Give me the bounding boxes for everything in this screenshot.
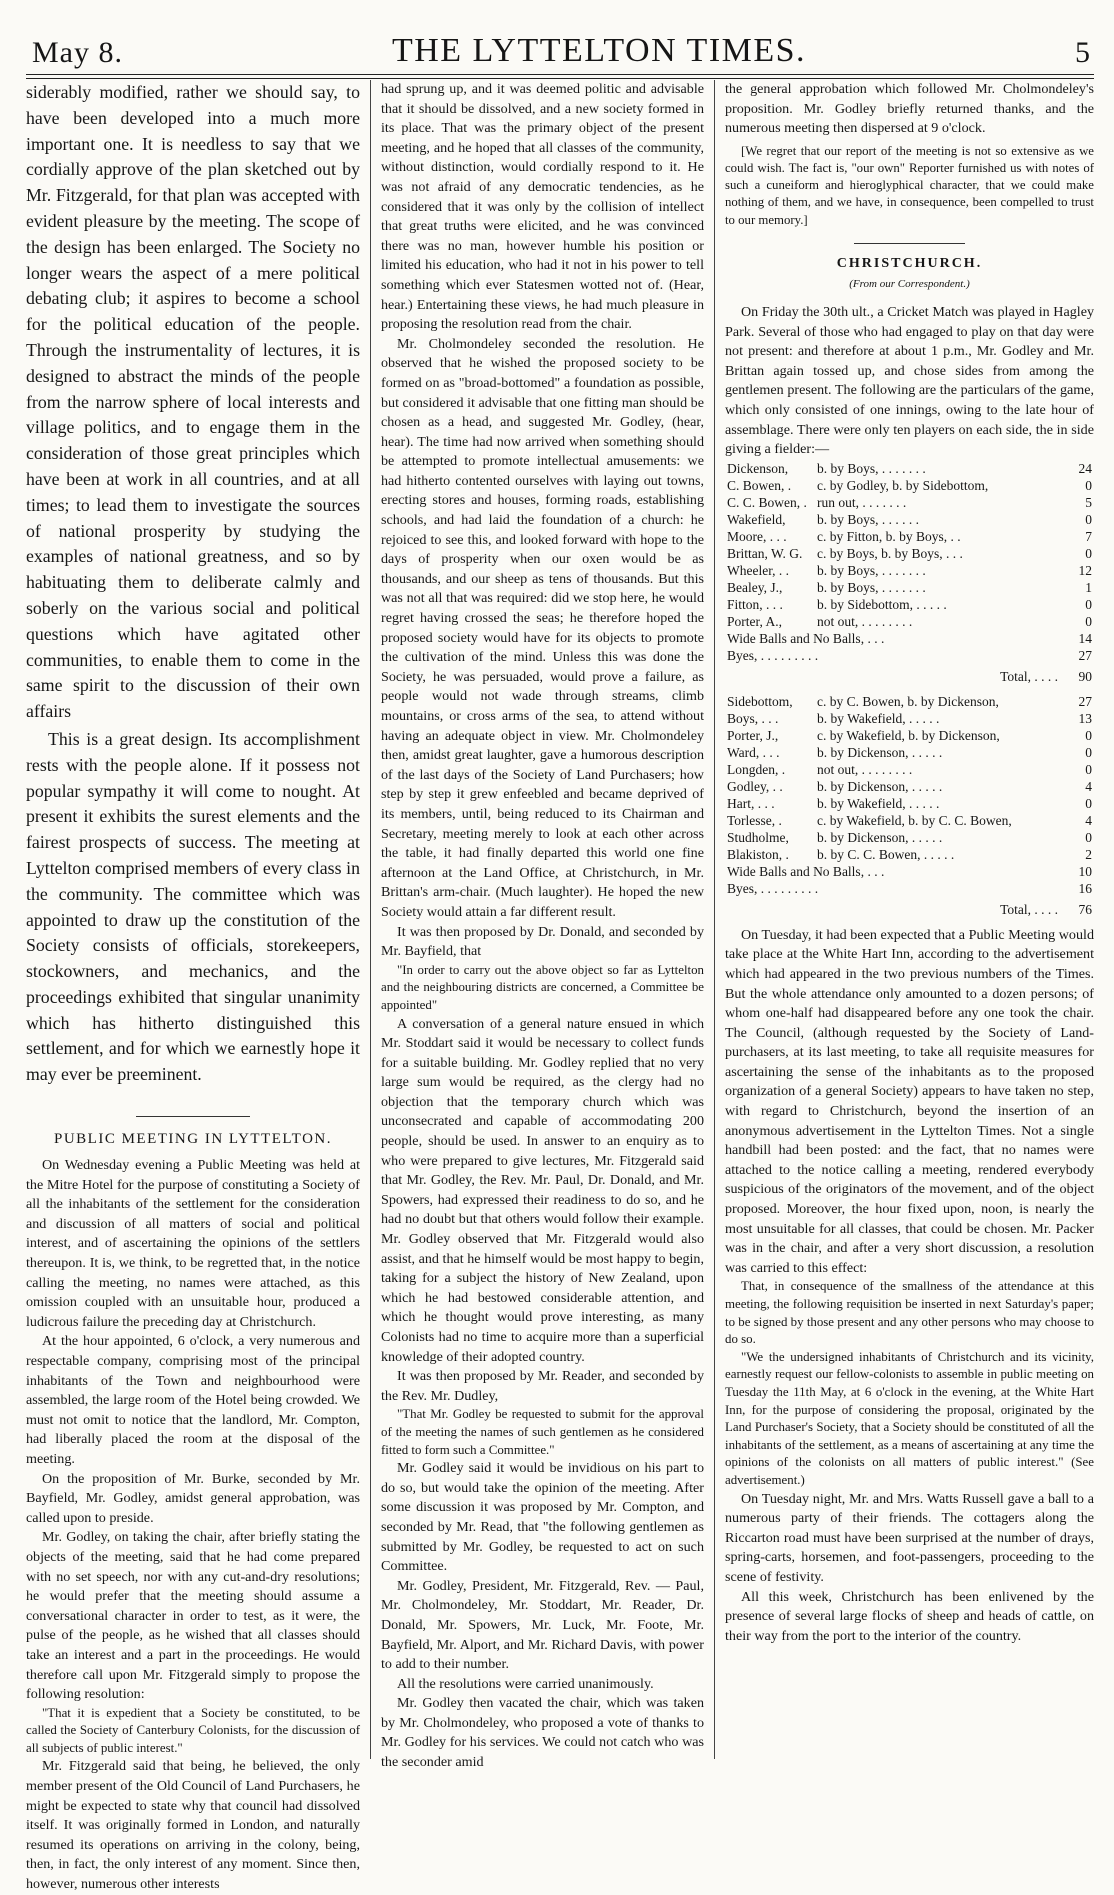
batsman-runs: 0 [1085,761,1092,777]
report-paragraph: Mr. Godley, President, Mr. Fitzgerald, Rev. — Paul, Mr. Cholmondeley, Mr. Stoddart, Mr. Reader, Dr. Donald, Mr. Spowers, Mr. Luck, Mr. Foote, Mr. Bayfield, Mr. Alport, and Mr. Richard Davis, with power to add to their number. [381,1577,704,1673]
extras-label: Wide Balls and No Balls, . . . [727,863,885,879]
batsman-runs: 7 [1085,528,1092,544]
batsman-row [725,528,1094,545]
extras-row [725,647,1094,664]
batsman-runs: 0 [1085,829,1092,845]
batsman-name: Boys, . . . [727,710,779,726]
extras-row [725,863,1094,880]
batsman-how: c. by Wakefield, b. by C. C. Bowen, [817,812,1012,828]
newspaper-title: THE LYTTELTON TIMES. [391,32,807,69]
total-row [725,664,1094,693]
extras-runs: 16 [1078,880,1092,896]
batsman-how: b. by Boys, . . . . . . . [817,460,926,476]
report-paragraph: On Tuesday night, Mr. and Mrs. Watts Russell gave a ball to a numerous party of their friends. The cottagers along the Riccarton road must have been surprised at the number of drays, spring-carts, horsemen, and foot-passengers, proceeding to the scene of festivity. [725,1490,1094,1585]
batsman-name: Bealey, J., [727,579,783,595]
extras-runs: 27 [1078,647,1092,663]
batsman-runs: 0 [1085,744,1092,760]
total-runs: 90 [1078,668,1092,684]
extras-label: Wide Balls and No Balls, . . . [727,630,885,646]
batsman-how: b. by Boys, . . . . . . [817,511,920,527]
batsman-runs: 4 [1085,778,1092,794]
batsman-name: C. Bowen, . [727,477,792,493]
batsman-name: Wheeler, . . [727,562,790,578]
report-paragraph: It was then proposed by Mr. Reader, and seconded by the Rev. Mr. Dudley, [381,1368,704,1404]
report-paragraph: Mr. Fitzgerald said that being, he believed, the only member present of the Old Council of Land Purchasers, he might be expected to state why that council had dissolved itself. It was originally formed in London, and naturally resumed its operations on arriving in the colony, being, then, in fact, the only interest of any moment. Since then, however, numerous other interests [26,1758,360,1893]
section-divider [854,243,965,244]
batsman-runs: 12 [1078,562,1092,578]
batsman-row [725,829,1094,846]
batsman-row [725,613,1094,630]
batsman-name: Longden, . [727,761,786,777]
batsman-name: Dickenson, [727,460,789,476]
report-paragraph: the general approbation which followed Mr. Cholmondeley's proposition. Mr. Godley briefly returned thanks, and the numerous meeting then dispersed at 9 o'clock. [725,81,1094,137]
batsman-name: Godley, . . [727,778,783,794]
batsman-row [725,477,1094,494]
batsman-runs: 0 [1085,613,1092,629]
batsman-runs: 24 [1078,460,1092,476]
batsman-name: Porter, A., [727,613,782,629]
batsman-runs: 1 [1085,579,1092,595]
batsman-row [725,460,1094,477]
editorial-paragraph: This is a great design. Its accomplishment rests with the people alone. If it possess not popular sympathy it will come to nought. At present it exhibits the surest elements and the fairest prospects of success. The meeting at Lyttelton comprised members of every class in the community. The committee which was appointed to draw up the constitution of the Society consists of officials, storekeepers, stockowners, and mechanics, and the proceedings exhibited that singular unanimity which has hitherto distinguished this settlement, and for which we earnestly hope it may ever be preeminent. [26,728,360,1085]
batsman-name: Wakefield, [727,511,786,527]
batsman-name: Torlesse, . [727,812,782,828]
report-paragraph: had sprung up, and it was deemed politic and advisable that it should be dissolved, and a new society formed in its place. That was the primary object of the present meeting, and he hoped that all classes of the community, without distinction, would cordially respond to it. He was not afraid of any democratic tendencies, as he considered that it was only by the collision of intellect that great truths were elicited, and he was convinced there was no man, however humble his position or limited his education, who had it not in his power to tell something which ever Statesmen wotted not of. (Hear, hear.) Entertaining these views, he had much pleasure in proposing the resolution read from the chair. [381,81,704,333]
scorecard-innings-2 [725,693,1094,926]
total-row [725,897,1094,926]
batsman-how: b. by Sidebottom, . . . . . [817,596,947,612]
batsman-row [725,545,1094,562]
batsman-how: b. by Boys, . . . . . . . [817,579,926,595]
resolution-quote: "In order to carry out the above object so far as Lyttelton and the neighbouring districts are concerned, a Committee be appointed" [381,962,704,1012]
column-1 [26,80,370,1893]
batsman-how: c. by C. Bowen, b. by Dickenson, [817,693,999,709]
batsman-row [725,494,1094,511]
batsman-name: Hart, . . . [727,795,775,811]
batsman-name: Ward, . . . [727,744,780,760]
batsman-row [725,744,1094,761]
batsman-how: b. by Boys, . . . . . . . [817,562,926,578]
header-rule [26,74,1094,75]
batsman-name: Porter, J., [727,727,779,743]
batsman-name: Moore, . . . [727,528,787,544]
batsman-how: c. by Godley, b. by Sidebottom, [817,477,989,493]
resolution-quote: "That Mr. Godley be requested to submit for the approval of the meeting the names of such gentlemen as he considered fitted to form such a Committee." [381,1407,704,1457]
editorial [26,80,360,1088]
batsman-how: b. by C. C. Bowen, . . . . . [817,846,955,862]
editorial-paragraph: siderably modified, rather we should say, to have been developed into a much more important one. It is needless to say that we cordially approve of the plan sketched out by Mr. Fitzgerald, for that plan was accepted with evident pleasure by the meeting. The scope of the design has been enlarged. The Society no longer wears the aspect of a mere political debating club; it aspires to become a school for the political education of the people. Through the instrumentality of lectures, it is designed to abstract the minds of the people from the narrow sphere of local interests and village politics, and to engage them in the consideration of those great principles which have been at work in all countries, and at all times; to lead them to investigate the sources of national prosperity by studying the examples of national greatness, and so by habituating them to deliberate calmly and soberly on the various social and political questions which have agitated other communities, to enable them to come in the same spirit to the discussion of their own affairs [26,82,360,722]
batsman-row [725,812,1094,829]
batsman-name: Blakiston, . [727,846,789,862]
report-paragraph: A conversation of a general nature ensued in which Mr. Stoddart said it would be necessary to collect funds for a suitable building. Mr. Godley replied that no very large sum would be required, as the clergy had no objection that the temporary church which was unconsecrated and capable of accommodating 200 people, should be used. In answer to an enquiry as to who were prepared to give lectures, Mr. Fitzgerald said that Mr. Godley, the Rev. Mr. Paul, Dr. Donald, and Mr. Spowers, had expressed their readiness to do so, and he had no doubt but that others would follow their example. Mr. Godley observed that Mr. Fitzgerald would also assist, and that he himself would be most happy to begin, taking for a subject the history of New Zealand, upon which he had bestowed considerable attention, and which he thought would prove interesting, as many Colonists had no time to acquire more than a superficial knowledge of their adopted country. [381,1015,704,1365]
requisition-quote: "We the undersigned inhabitants of Christchurch and its vicinity, earnestly request our fellow-colonists to assemble in public meeting on Tuesday the 11th May, at 6 o'clock in the evening, at the White Hart Inn, for the purpose of considering the proposal, originated by the Land Purchaser's Society, that a Society should be constituted of all the inhabitants of the settlement, as a means of ascertaining at any time the opinions of the colonists on all matters of public interest." (See advertisement.) [725,1349,1094,1487]
batsman-runs: 4 [1085,812,1092,828]
extras-label: Byes, . . . . . . . . . [727,647,819,663]
batsman-row [725,795,1094,812]
extras-row [725,880,1094,897]
meeting-report [26,1156,360,1895]
batsman-runs: 0 [1085,596,1092,612]
batsman-runs: 0 [1085,795,1092,811]
batsman-how: b. by Dickenson, . . . . . [817,744,943,760]
report-paragraph: On Wednesday evening a Public Meeting was held at the Mitre Hotel for the purpose of constituting a Society of all the inhabitants of the settlement for the consideration and discussion of all matters of social and political interest, and of ascertaining the opinions of the settlers thereupon. It is, we think, to be regretted that, in the notice calling the meeting, no names were attached, as this omission coupled with an unsuitable hour, produced a ludicrous failure the preceding day at Christchurch. [26,1157,360,1330]
batsman-how: not out, . . . . . . . . [817,613,913,629]
report-paragraph: All this week, Christchurch has been enlivened by the presence of several large flocks of sheep and heads of cattle, on their way from the port to the interior of the country. [725,1588,1094,1644]
batsman-how: b. by Dickenson, . . . . . [817,778,943,794]
total-label: Total, . . . . [1000,901,1058,917]
batsman-how: c. by Boys, b. by Boys, . . . [817,545,963,561]
column-2 [370,80,714,1771]
column-3 [714,80,1094,1759]
page-number: 5 [1075,36,1090,69]
report-paragraph: At the hour appointed, 6 o'clock, a very numerous and respectable company, comprising most of the principal inhabitants of the Town and neighbourhood were assembled, the large room of the Hotel being crowded. We must not omit to notice that the landlord, Mr. Compton, had liberally placed the room at the disposal of the meeting. [26,1333,360,1467]
meeting-report-continued [381,80,704,1773]
report-paragraph: Mr. Cholmondeley seconded the resolution. He observed that he wished the proposed society to be formed on as "broad-bottomed" a foundation as possible, but considered it advisable that one fitting man should be chosen as a head, and suggested Mr. Godley, (hear, hear). The time had now arrived when something should be attempted to promote intellectual amusements: we had hitherto contented ourselves with laying out towns, erecting stores and houses, forming roads, establishing schools, and had laid the foundation of a church: he rejoiced to see this, and looked forward with hope to the days of prosperity when our oxen would be as thousands, and our sheep as tens of thousands. But this was not all that was required: did we stop here, he would regret having crossed the seas; he therefore hoped the proposed society would have for its objects to promote the cultivation of the mind. Unless this was done the Society, he was persuaded, would prove a failure, as people would not wade through streams, climb mountains, or cross arms of the sea, to attend without having an adequate object in view. Mr. Cholmondeley then, amidst great laughter, gave a humorous description of the last days of the Society of Land Purchasers; how step by step it grew enfeebled and became deprived of its members, until, being reduced to its Chairman and Secretary, meeting merely to look at each other across the table, it had finally departed this world one fine afternoon at the Land Office, at Christchurch, in Mr. Brittan's arm-chair. (Much laughter). He hoped the new Society would attain a far different result. [381,335,704,920]
batsman-name: Sidebottom, [727,693,793,709]
extras-row [725,630,1094,647]
batsman-row [725,562,1094,579]
resolution-quote: "That it is expedient that a Society be constituted, to be called the Society of Canterbury Colonists, for the discussion of all subjects of public interest." [26,1705,360,1755]
batsman-runs: 5 [1085,494,1092,510]
batsman-runs: 0 [1085,511,1092,527]
batsman-how: b. by Dickenson, . . . . . [817,829,943,845]
batsman-how: b. by Wakefield, . . . . . [817,795,940,811]
batsman-how: run out, . . . . . . . [817,494,907,510]
christchurch-section [725,80,1094,1646]
extras-runs: 10 [1078,863,1092,879]
editor-note: [We regret that our report of the meeting is not so extensive as we could wish. The fact is, "our own" Reporter furnished us with notes of such a cuneiform and hieroglyphical character, that we could make nothing of them, and we have, in consequence, been compelled to trust to our memory.] [725,143,1094,227]
report-paragraph: It was then proposed by Dr. Donald, and seconded by Mr. Bayfield, that [381,923,704,960]
batsman-runs: 0 [1085,727,1092,743]
batsman-how: not out, . . . . . . . . [817,761,913,777]
batsman-row [725,761,1094,778]
correspondent-line: (From our Correspondent.) [849,278,970,291]
batsman-row [725,727,1094,744]
batsman-name: Brittan, W. G. [727,545,803,561]
batsman-name: Studholme, [727,829,789,845]
batsman-row [725,579,1094,596]
batsman-how: b. by Wakefield, . . . . . [817,710,940,726]
report-paragraph: Mr. Godley then vacated the chair, which was taken by Mr. Cholmondeley, who proposed a vote of thanks to Mr. Godley for his services. We could not catch who was the seconder amid [381,1695,704,1771]
batsman-runs: 2 [1085,846,1092,862]
batsman-runs: 27 [1078,693,1092,709]
batsman-how: c. by Fitton, b. by Boys, . . [817,528,961,544]
batsman-name: C. C. Bowen, . [727,494,807,510]
page-header [32,30,1090,70]
header-rule-thin [26,78,1094,79]
report-paragraph: Mr. Godley, on taking the chair, after briefly stating the objects of the meeting, said that he had come prepared with no set speech, nor with any cut-and-dry resolutions; he would prefer that the meeting should assume a conversational character in order to test, as it were, the pulse of the people, as he wished that all classes should take an interest and a part in the proceedings. He would therefore call upon Mr. Fitzgerald simply to propose the following resolution: [26,1529,360,1703]
report-paragraph: All the resolutions were carried unanimously. [397,1675,654,1692]
batsman-row [725,710,1094,727]
batsman-row [725,511,1094,528]
extras-runs: 14 [1078,630,1092,646]
total-runs: 76 [1078,901,1092,917]
batsman-row [725,693,1094,710]
meeting-heading: PUBLIC MEETING IN LYTTELTON. [54,1131,332,1148]
batsman-how: c. by Wakefield, b. by Dickenson, [817,727,1000,743]
batsman-runs: 0 [1085,477,1092,493]
extras-label: Byes, . . . . . . . . . [727,880,819,896]
cricket-intro: On Friday the 30th ult., a Cricket Match was played in Hagley Park. Several of those who had engaged to play on that day were not present: and therefore at about 1 p.m., Mr. Godley and Mr. Brittan again tossed up, and chose sides from among the gentlemen present. The following are the particulars of the game, which only consisted of one innings, owing to the late hour of assemblage. There were only ten players on each side, the in side giving a fielder:— [725,303,1094,458]
batsman-name: Fitton, . . . [727,596,783,612]
batsman-row [725,778,1094,795]
report-paragraph: On Tuesday, it had been expected that a Public Meeting would take place at the White Hart Inn, according to the advertisement which had appeared in the two previous numbers of the Times. But the whole attendance only amounted to a dozen persons; of whom one-half had disappeared before any one took the chair. The Council, (although requested by the Society of Land-purchasers, at its last meeting, to take all requisite measures for ascertaining the sense of the inhabitants as to the proposed organization of a general Society) appears to have taken no step, with regard to Christchurch, beyond the insertion of an anonymous advertisement in the Lyttelton Times. Not a single handbill had been posted: and the fact, that no names were attached to the notice calling a meeting, rendered everybody suspicious of the originators of the movement, and of the object proposed. Moreover, the hour fixed upon, noon, is nearly the most unsuitable for all classes, that could be chosen. Mr. Packer was in the chair, and after a very short discussion, a resolution was carried to this effect: [725,926,1094,1276]
columns [26,80,1094,1893]
report-paragraph: Mr. Godley said it would be invidious on his part to do so, but would take the opinion of the meeting. After some discussion it was proposed by Mr. Compton, and seconded by Mr. Read, that "the following gentlemen as submitted by Mr. Godley, be requested to act on such Committee. [381,1460,704,1575]
scorecard-innings-1 [725,460,1094,693]
report-paragraph: On the proposition of Mr. Burke, seconded by Mr. Bayfield, Mr. Godley, amidst general approbation, was called upon to preside. [26,1470,360,1526]
section-divider [136,1116,250,1117]
issue-date: May 8. [32,36,123,69]
batsman-row [725,846,1094,863]
christchurch-heading: CHRISTCHURCH. [836,255,983,271]
batsman-runs: 0 [1085,545,1092,561]
resolution-quote: That, in consequence of the smallness of the attendance at this meeting, the following requisition be inserted in next Saturday's paper; to be signed by those present and any other persons who may choose to do so. [725,1279,1094,1347]
batsman-row [725,596,1094,613]
batsman-runs: 13 [1078,710,1092,726]
total-label: Total, . . . . [1000,668,1058,684]
